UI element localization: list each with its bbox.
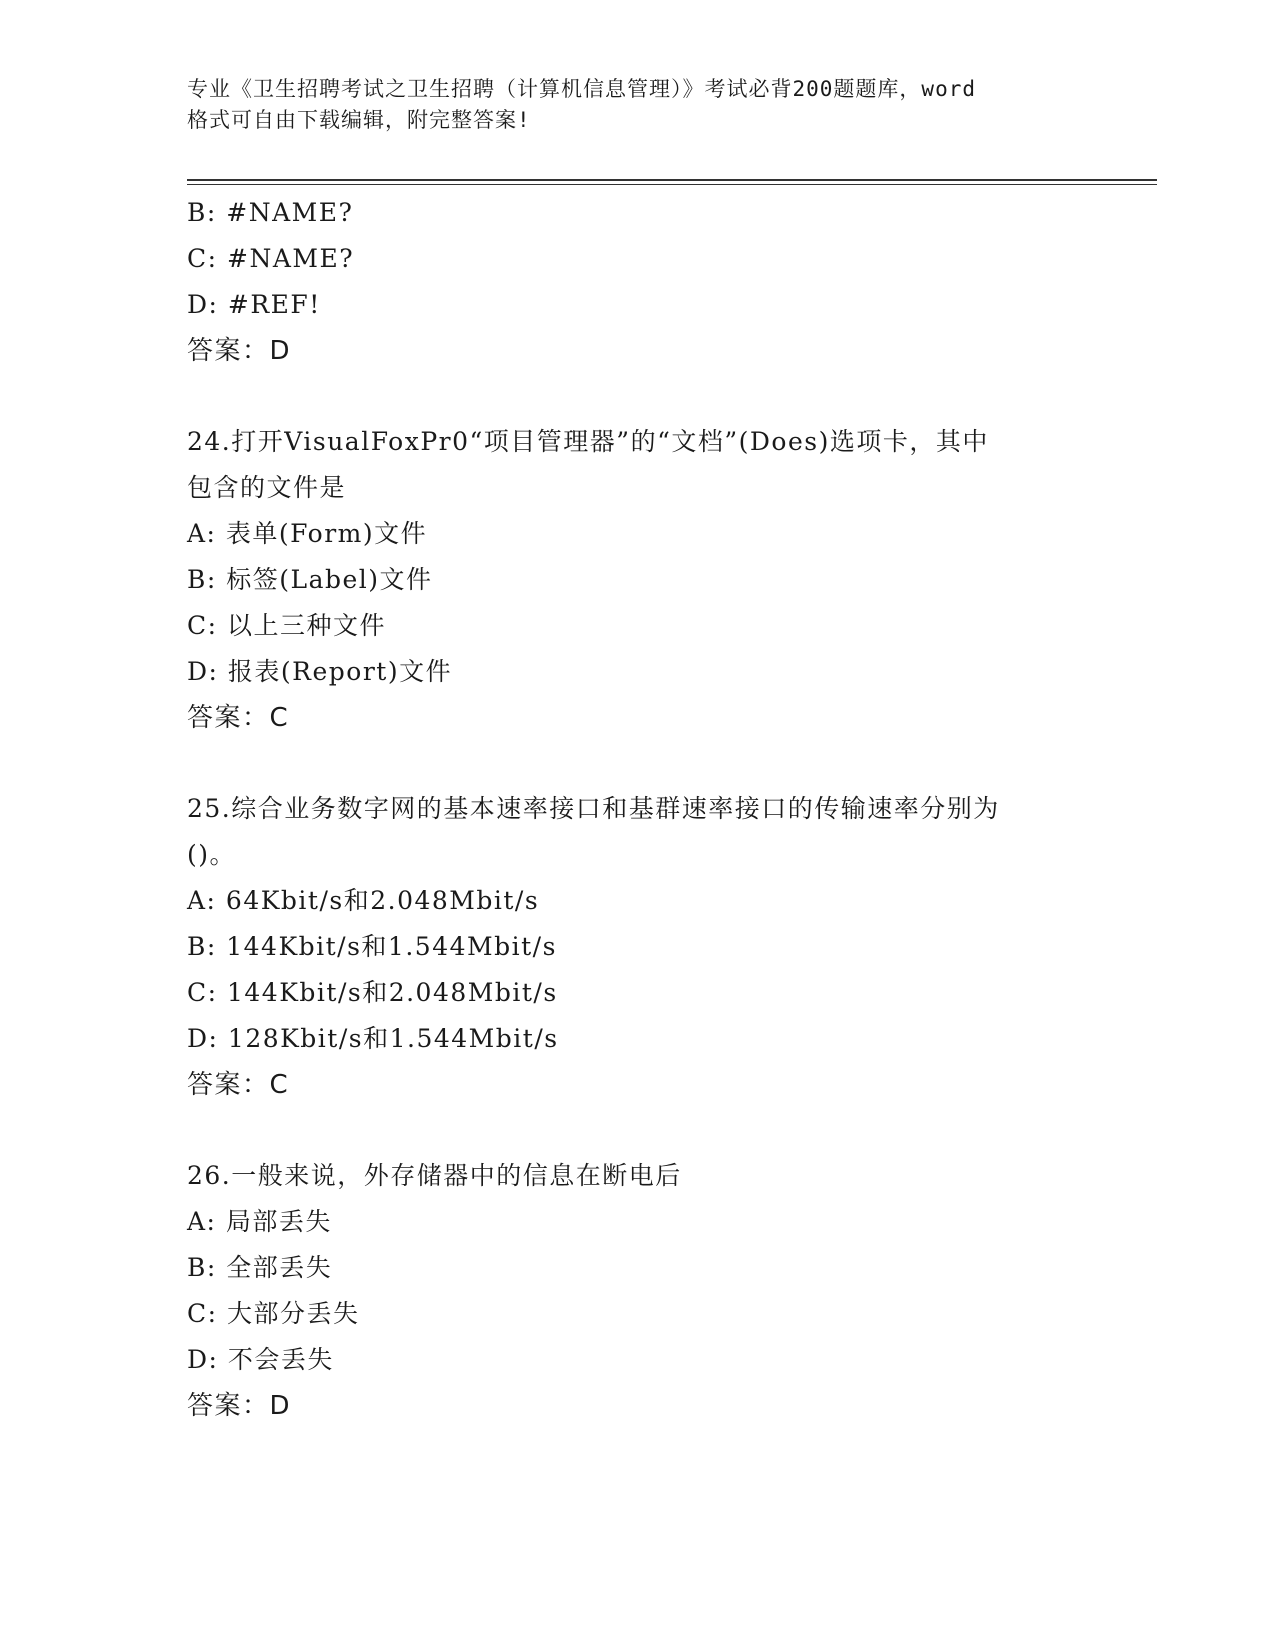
option-a: A: 局部丢失 [187, 1207, 332, 1236]
header-rule-thin [187, 184, 1157, 185]
partial-question [187, 190, 1087, 374]
question-25 [187, 786, 1087, 1108]
option-b: B: 标签(Label)文件 [187, 565, 433, 594]
question-text: 包含的文件是 [187, 473, 347, 502]
option-a: A: 64Kbit/s和2.048Mbit/s [187, 886, 540, 915]
option-c: C: 以上三种文件 [187, 611, 386, 640]
header-line-1: 专业《卫生招聘考试之卫生招聘（计算机信息管理）》考试必背200题题库，word [187, 77, 976, 101]
option-b: B: 全部丢失 [187, 1253, 333, 1282]
question-text: ()。 [187, 840, 237, 869]
question-text: 24.打开VisualFoxPr0“项目管理器”的“文档”(Does)选项卡，其中 [187, 427, 989, 456]
option-b: B: #NAME? [187, 198, 354, 227]
document-header [187, 74, 1087, 136]
answer: 答案：D [187, 336, 292, 366]
question-text: 26.一般来说，外存储器中的信息在断电后 [187, 1161, 682, 1190]
answer: 答案：C [187, 1070, 290, 1100]
answer: 答案：C [187, 703, 290, 733]
option-b: B: 144Kbit/s和1.544Mbit/s [187, 932, 557, 961]
option-c: C: 大部分丢失 [187, 1299, 360, 1328]
question-list [187, 190, 1087, 1429]
option-d: D: 128Kbit/s和1.544Mbit/s [187, 1024, 559, 1053]
answer: 答案：D [187, 1391, 292, 1421]
question-text: 25.综合业务数字网的基本速率接口和基群速率接口的传输速率分别为 [187, 794, 1000, 823]
option-c: C: #NAME? [187, 244, 355, 273]
option-d: D: 不会丢失 [187, 1345, 334, 1374]
question-24 [187, 419, 1087, 741]
header-rule-thick [187, 179, 1157, 181]
header-line-2: 格式可自由下载编辑，附完整答案! [187, 108, 531, 132]
question-26 [187, 1153, 1087, 1429]
option-c: C: 144Kbit/s和2.048Mbit/s [187, 978, 558, 1007]
option-d: D: #REF! [187, 290, 321, 319]
option-a: A: 表单(Form)文件 [187, 519, 428, 548]
option-d: D: 报表(Report)文件 [187, 657, 453, 686]
